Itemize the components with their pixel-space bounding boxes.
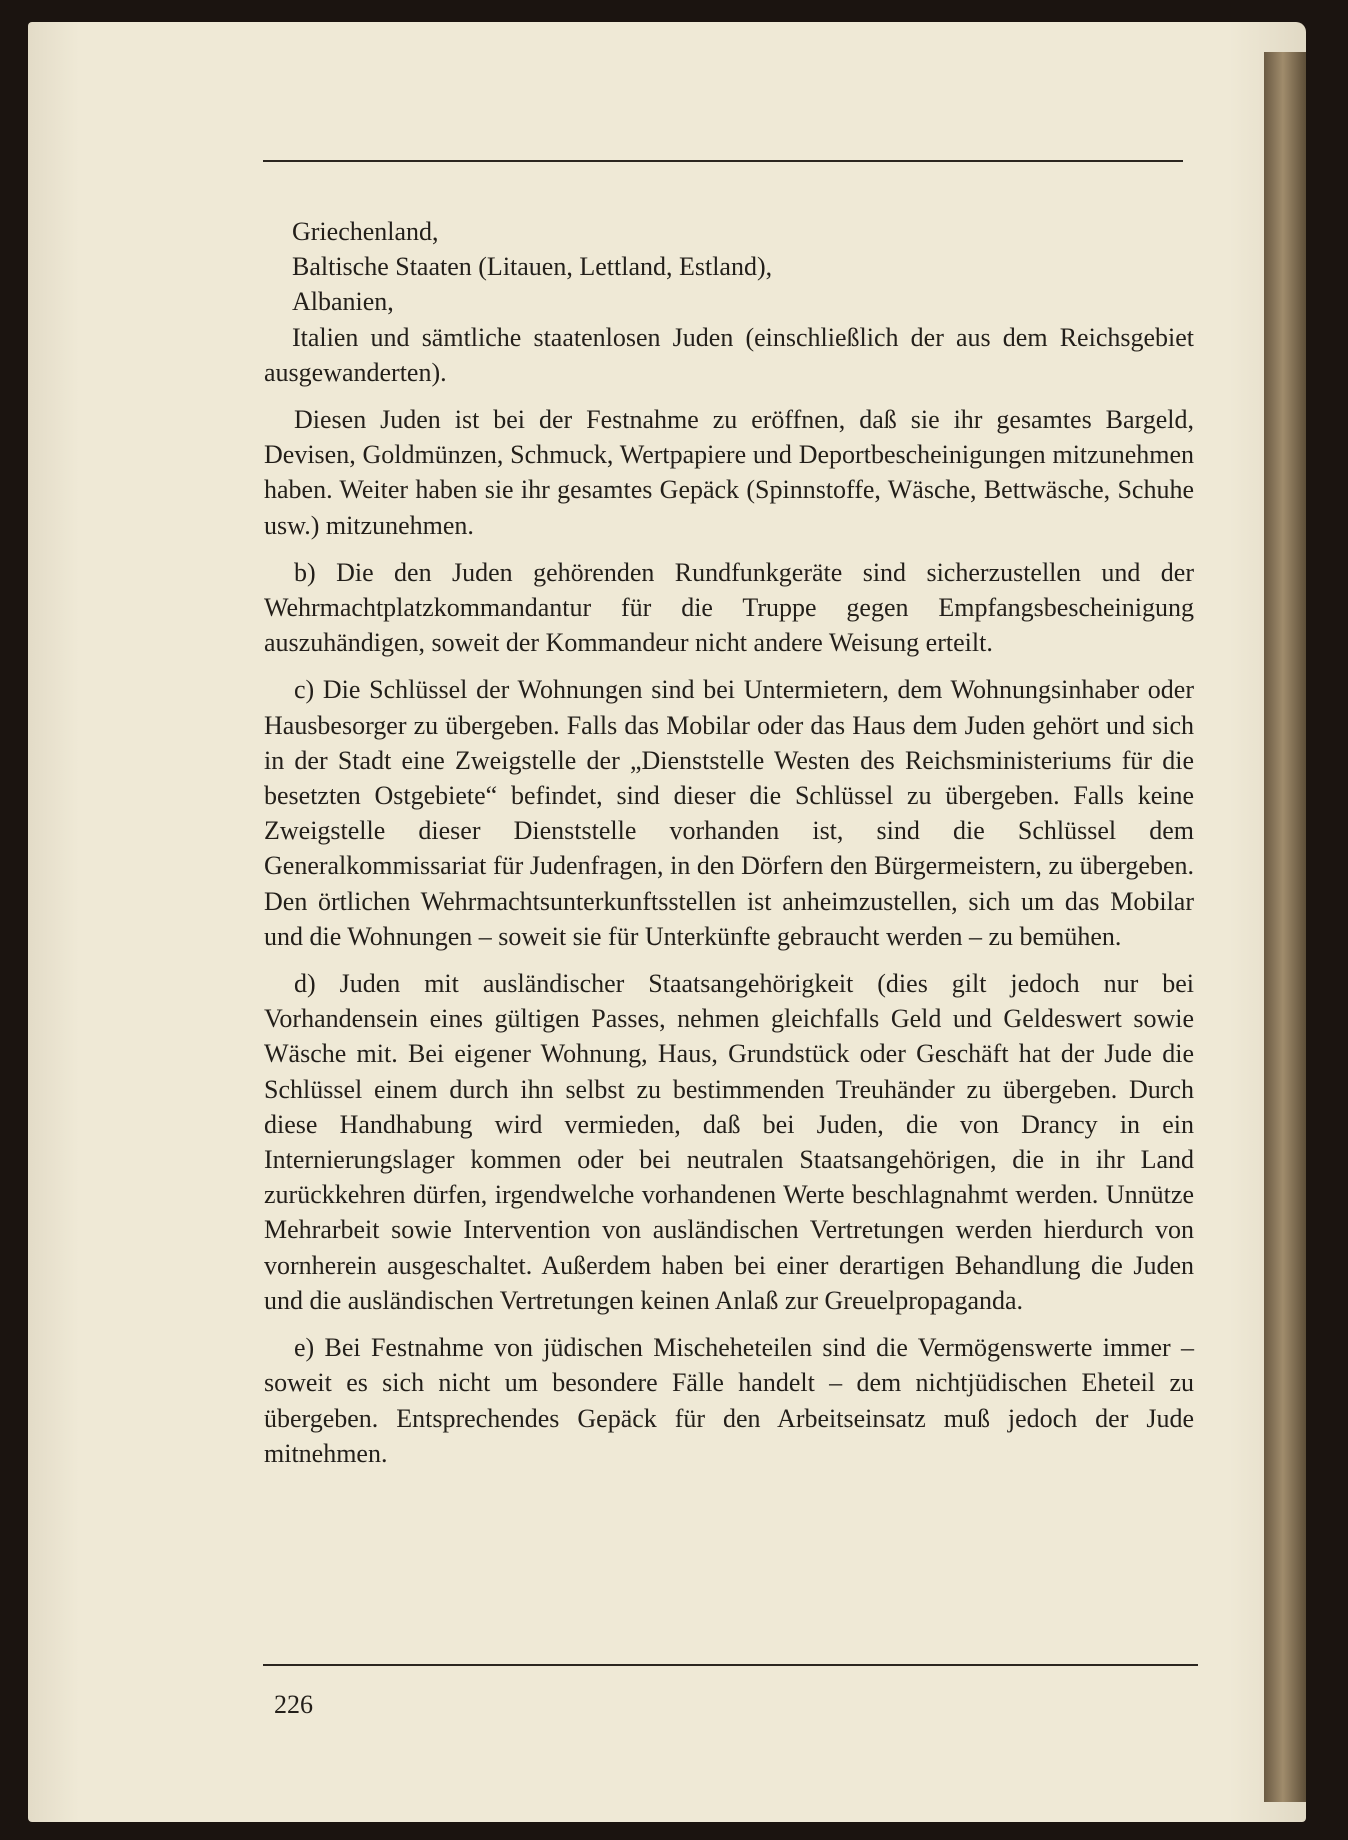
paragraph-b: b) Die den Juden gehörenden Rundfunkgeräte sind sicherzustellen und der Wehrmachtplatzkommandantur für die Truppe gegen Empfangsbescheinigung auszuhändigen, soweit der Kommandeur nicht andere Weisung erteilt.	[264, 557, 1194, 658]
body-text	[264, 214, 1194, 1471]
paragraph-c: c) Die Schlüssel der Wohnungen sind bei Untermietern, dem Wohnungsinhaber oder Hausbesorger zu übergeben. Falls das Mobilar oder das Haus dem Juden gehört und sich in der Stadt eine Zweigstelle der „Dienststelle Westen des Reichsministeriums für die besetzten Ostgebiete“ befindet, sind dieser die Schlüssel zu übergeben. Falls keine Zweigstelle dieser Dienststelle vorhanden ist, sind die Schlüssel dem Generalkommissariat für Judenfragen, in den Dörfern den Bürgermeistern, zu übergeben. Den örtlichen Wehrmachtsunterkunftsstellen ist anheimzustellen, sich um das Mobilar und die Wohnungen – soweit sie für Unterkünfte gebraucht werden – zu bemühen.	[264, 675, 1194, 951]
page-edge-shadow	[1264, 52, 1306, 1802]
paragraph-e: e) Bei Festnahme von jüdischen Mischeheteilen sind die Vermögenswerte immer – soweit es sich nicht um besondere Fälle handelt – dem nichtjüdischen Eheteil zu übergeben. Entsprechendes Gepäck für den Arbeitseinsatz muß jedoch der Jude mitnehmen.	[264, 1333, 1194, 1468]
footer-rule	[263, 1664, 1198, 1666]
paragraph-d: d) Juden mit ausländischer Staatsangehörigkeit (dies gilt jedoch nur bei Vorhandensein eines gültigen Passes, nehmen gleichfalls Geld und Geldeswert sowie Wäsche mit. Bei eigener Wohnung, Haus, Grundstück oder Geschäft hat der Jude die Schlüssel einem durch ihn selbst zu bestimmenden Treuhänder zu übergeben. Durch diese Handhabung wird vermieden, daß bei Juden, die von Drancy in ein Internierungslager kommen oder bei neutralen Staatsangehörigen, die in ihr Land zurückkehren dürfen, irgendwelche vorhandenen Werte beschlagnahmt werden. Unnütze Mehrarbeit sowie Intervention von ausländischen Vertretungen werden hierdurch von vornherein ausgeschaltet. Außerdem haben bei einer derartigen Behandlung die Juden und die ausländischen Vertretungen keinen Anlaß zur Greuelpropaganda.	[264, 969, 1194, 1315]
list-item-albania: Albanien,	[292, 287, 394, 317]
paragraph-intro: Diesen Juden ist bei der Festnahme zu eröffnen, daß sie ihr gesamtes Bargeld, Devisen, Goldmünzen, Schmuck, Wertpapiere und Deportbescheinigungen mitzunehmen haben. Weiter haben sie ihr gesamtes Gepäck (Spinnstoffe, Wäsche, Bettwäsche, Schuhe usw.) mitzunehmen.	[264, 405, 1194, 540]
book-page	[28, 22, 1306, 1822]
list-item-baltic-states: Baltische Staaten (Litauen, Lettland, Estland),	[292, 252, 773, 282]
page-number: 226	[274, 1690, 313, 1719]
list-item-greece: Griechenland,	[292, 217, 439, 246]
list-item-italy: Italien und sämtliche staatenlosen Juden (einschließlich der aus dem Reichsgebiet ausgewanderten).	[264, 322, 1194, 387]
header-rule	[263, 160, 1183, 162]
